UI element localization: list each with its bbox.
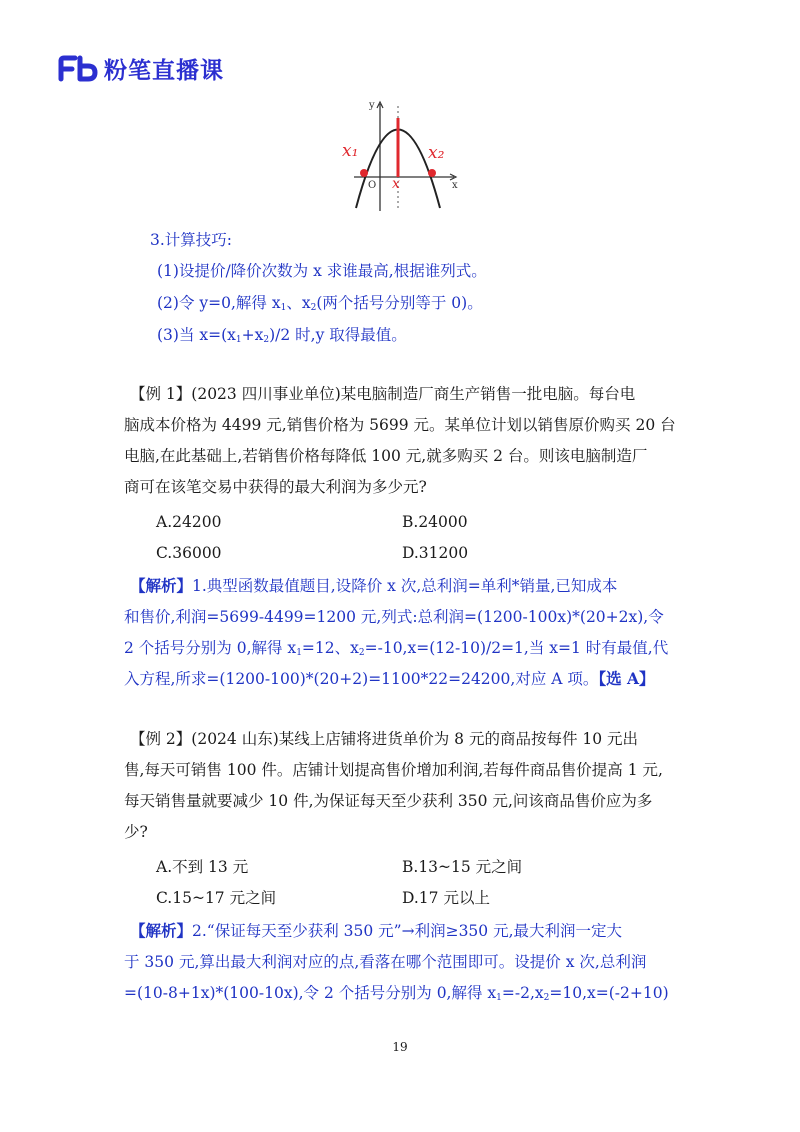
- root-point-right: [428, 169, 436, 177]
- annot-x1: x₁: [342, 141, 359, 161]
- ex1-question-line-3: 电脑,在此基础上,若销售价格每降低 100 元,就多购买 2 台。则该电脑制造厂: [124, 447, 648, 465]
- ex1-option-b: B.24000: [402, 513, 468, 531]
- ex1-question-line-2: 脑成本价格为 4499 元,销售价格为 5699 元。某单位计划以销售原价购买 20 台: [124, 416, 676, 434]
- ex1-option-c: C.36000: [156, 544, 222, 562]
- ex2-question-line-1: 【例 2】(2024 山东)某线上店铺将进货单价为 8 元的商品按每件 10 元出: [130, 730, 639, 748]
- tip-3: (3)当 $x=(x_1+x_2)/2$ 时,y 取得最值。: [157, 326, 407, 345]
- ex2-analysis-line-1: 【解析】2.“保证每天至少获利 350 元”→利润≥350 元,最大利润一定大: [130, 921, 623, 940]
- axis-label-y: y: [369, 100, 375, 111]
- origin-label: O: [368, 180, 377, 191]
- ex1-option-a: A.24200: [156, 513, 222, 531]
- ex2-analysis-line-2: 于 350 元,算出最大利润对应的点,看落在哪个范围即可。设提价 x 次,总利润: [124, 953, 647, 971]
- ex1-analysis-line-3: 2 个括号分别为 0,解得 $x_1=12$、$x_2=-10,x=(12-10)/2=1$,当 x=1 时有最值,代: [124, 639, 669, 658]
- ex2-analysis-line-3: =(10-8+1x)*(100-10x),令 2 个括号分别为 0,解得 $x_1=-2,x_2=10,x=(-2+10)$: [124, 984, 669, 1003]
- ex2-question-line-3: 每天销售量就要减少 10 件,为保证每天至少获利 350 元,问该商品售价应为多: [124, 792, 653, 810]
- annot-x-mid: x: [392, 176, 400, 192]
- ex2-option-d: D.17 元以上: [402, 889, 490, 907]
- ex1-analysis-line-1: 【解析】1.典型函数最值题目,设降价 x 次,总利润=单利*销量,已知成本: [130, 576, 618, 595]
- ex2-question-line-4: 少?: [124, 823, 148, 841]
- ex1-analysis-line-2: 和售价,利润=5699-4499=1200 元,列式:总利润=(1200-100x)*(20+2x),令: [124, 608, 664, 626]
- annot-x2: x₂: [428, 143, 445, 163]
- tips-title: 3.计算技巧:: [150, 231, 233, 249]
- root-point-left: [360, 169, 368, 177]
- ex1-option-d: D.31200: [402, 544, 469, 562]
- page-number: 19: [392, 1040, 408, 1054]
- tip-2: (2)令 y=0,解得 $x_1$、$x_2$(两个括号分别等于 0)。: [157, 294, 483, 313]
- ex1-analysis-line-4: 入方程,所求=(1200-100)*(20+2)=1100*22=24200,对应 A 项。【选 A】: [124, 669, 655, 688]
- brand-logo: [58, 52, 224, 85]
- parabola-graph: [336, 96, 466, 214]
- fb-logo-icon: [58, 55, 98, 83]
- ex2-option-c: C.15~17 元之间: [156, 889, 277, 907]
- brand-name: 粉笔直播课: [104, 58, 224, 84]
- ex1-question-line-4: 商可在该笔交易中获得的最大利润为多少元?: [124, 478, 427, 496]
- ex2-option-b: B.13~15 元之间: [402, 858, 523, 876]
- ex2-option-a: A.不到 13 元: [156, 858, 249, 876]
- tip-1: (1)设提价/降价次数为 x 求谁最高,根据谁列式。: [157, 262, 487, 280]
- axis-label-x: x: [452, 180, 458, 191]
- ex2-question-line-2: 售,每天可销售 100 件。店铺计划提高售价增加利润,若每件商品售价提高 1 元,: [124, 761, 663, 779]
- ex1-question-line-1: 【例 1】(2023 四川事业单位)某电脑制造厂商生产销售一批电脑。每台电: [130, 385, 636, 403]
- y-axis: [377, 102, 383, 211]
